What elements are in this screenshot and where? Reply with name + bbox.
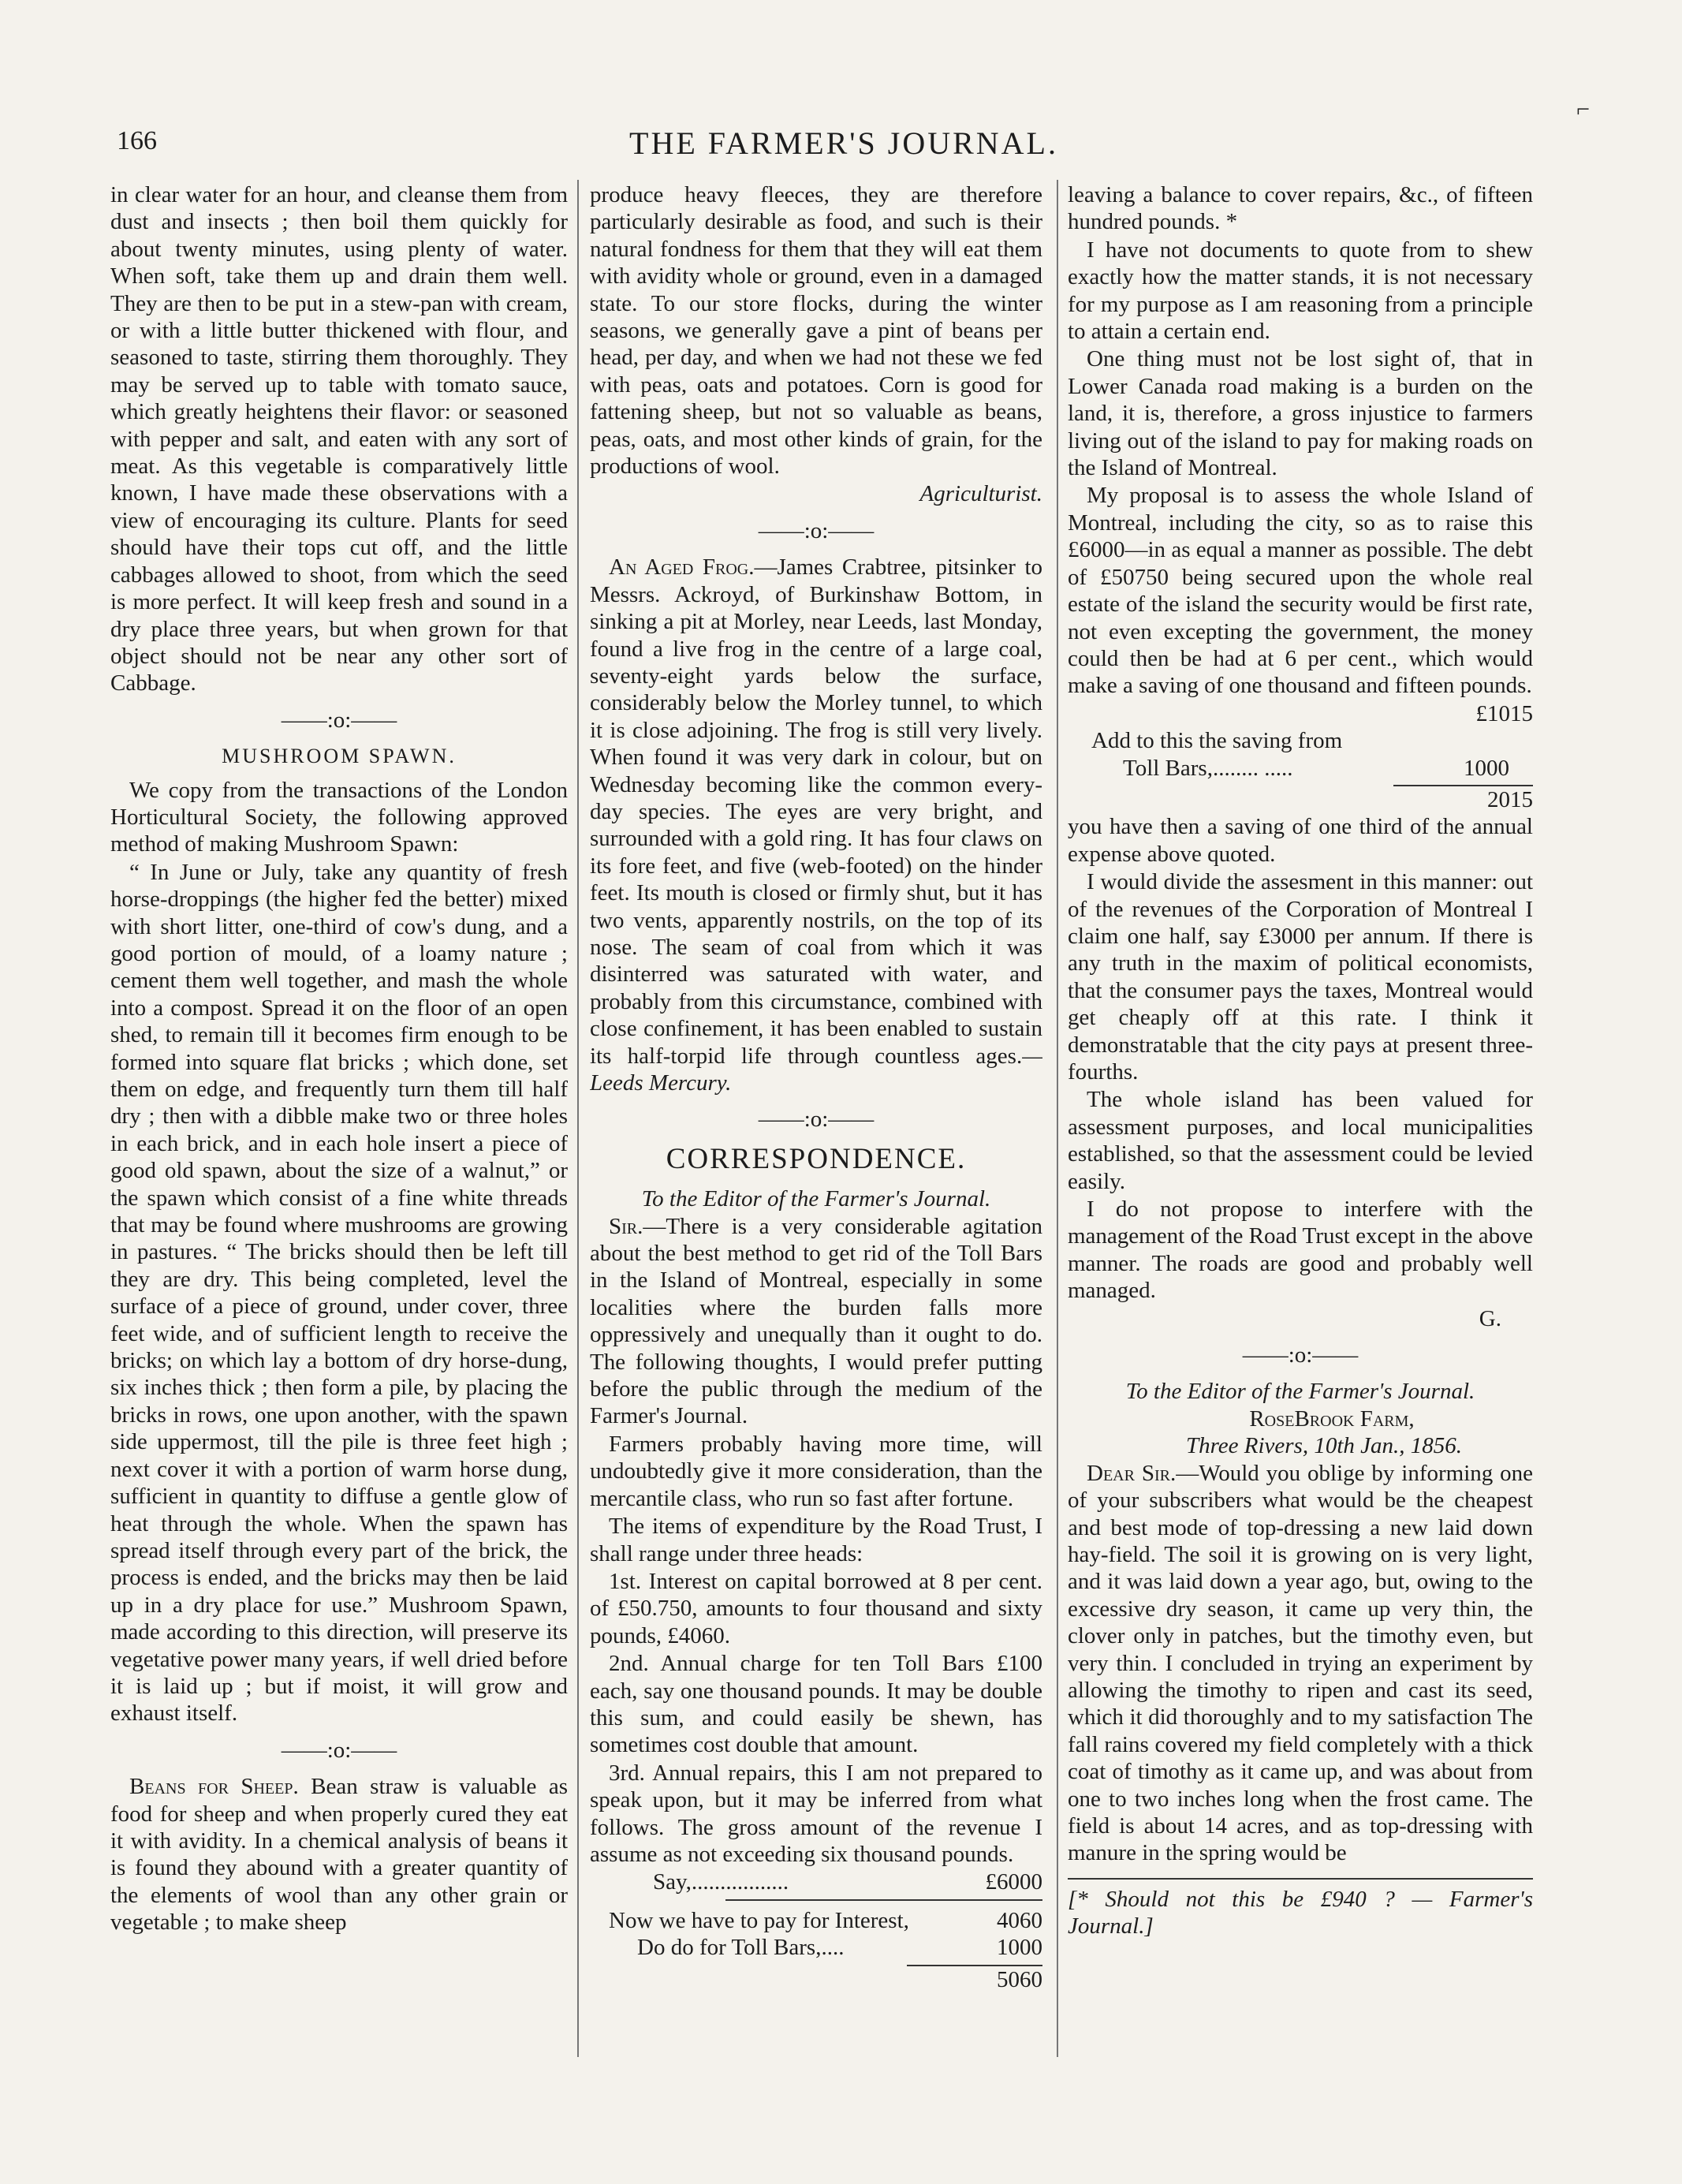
paragraph: 2nd. Annual charge for ten Toll Bars £100 each, say one thousand pounds. It may be double this sum, and could easily be shewn, has sometimes cost double that amount. bbox=[590, 1651, 1042, 1758]
paragraph: produce heavy fleeces, they are therefore particularly desirable as food, and such is their natural fondness for them that they will eat them with avidity whole or ground, even in a damaged state. To our store flocks, during the winter seasons, we generally gave a pint of beans per head, per day, and when we had not these we fed with peas, oats and potatoes. Corn is good for fattening sheep, but not so valuable as beans, peas, oats, and most other kinds of grain, for the productions of wool. bbox=[590, 182, 1042, 480]
figure-value: 1000 bbox=[1464, 755, 1509, 781]
page-header bbox=[110, 96, 1590, 167]
lead-in: An Aged Frog. bbox=[609, 554, 755, 581]
section-title: MUSHROOM SPAWN. bbox=[222, 745, 457, 768]
paragraph-body: —There is a very considerable agitation about the best method to get rid of the Toll Bars in the Island of Montreal, especially in some localities where the burden falls more oppressively and unequally than it ought to do. The following thoughts, I would prefer putting before the public through the medium of the Farmer's Journal. bbox=[590, 1213, 1042, 1429]
figure-value: £1015 bbox=[1475, 700, 1533, 726]
paragraph: Farmers probably having more time, will undoubtedly give it more consideration, than the mercantile class, who run so fast after fortune. bbox=[590, 1431, 1042, 1511]
figure-line bbox=[590, 1907, 1042, 1934]
running-head: THE FARMER'S JOURNAL. bbox=[629, 125, 1058, 161]
figure-value: £6000 bbox=[985, 1869, 1042, 1895]
paragraph: in clear water for an hour, and cleanse them from dust and insects ; then boil them quickly for about twenty minutes, using plenty of water. When soft, take them up and drain them well. They are then to be put in a stew-pan with cream, or with a little butter thickened with flour, and seasoned to taste, stirring them thoroughly. They may be served up to table with tomato sauce, which greatly heightens their flavor: or seasoned with pepper and salt, and eaten with any sort of meat. As this vegetable is comparatively little known, I have made these observations with a view of encouraging its culture. Plants for seed should have their tops cut off, and the little cabbages allowed to shoot, from which the seed is more perfect. It will keep fresh and sound in a dry place three years, but when grown for that object should not be near any other sort of Cabbage. bbox=[110, 182, 568, 696]
footnote: [* Should not this be £940 ? — Farmer's Journal.] bbox=[1068, 1886, 1533, 1939]
signature: Agriculturist. bbox=[919, 481, 1042, 507]
figure-label: Do do for Toll Bars,.... bbox=[637, 1935, 845, 1961]
paragraph-body: Bean straw is valuable as food for sheep and when properly cured they eat it with avidity. In a chemical analysis of beans it is found they abound with a greater quantity of the elements of wool than any other grain or vegetable ; to make sheep bbox=[110, 1774, 568, 1936]
lead-in: Beans for Sheep. bbox=[129, 1774, 299, 1800]
column-3 bbox=[1068, 181, 1533, 2161]
salutation: To the Editor of the Farmer's Journal. bbox=[1125, 1379, 1475, 1405]
page-number: 166 bbox=[117, 126, 157, 155]
column-rule-2 bbox=[1057, 180, 1058, 2057]
column-2 bbox=[590, 181, 1042, 2161]
separator: ——:o:—— bbox=[281, 707, 397, 733]
corner-mark: ⌐ bbox=[1576, 96, 1590, 122]
separator: ——:o:—— bbox=[281, 1737, 397, 1763]
paragraph: I do not propose to interfere with the management of the Road Trust except in the above manner. The roads are good and probably well managed. bbox=[1068, 1197, 1533, 1304]
figure-total: 2015 bbox=[1487, 786, 1533, 812]
figure-label: Say,................. bbox=[653, 1869, 789, 1895]
column-rule-1 bbox=[577, 180, 579, 2057]
footnote-rule bbox=[1068, 1878, 1533, 1880]
signature: —Leeds Mercury. bbox=[590, 1043, 1042, 1096]
paragraph: I have not documents to quote from to shew exactly how the matter stands, it is not necessary for my purpose as I am reasoning from a principle to attain a certain end. bbox=[1068, 237, 1533, 345]
column-1 bbox=[110, 181, 568, 2161]
figure-line bbox=[1068, 755, 1533, 782]
address-line: RoseBrook Farm, bbox=[1249, 1406, 1415, 1432]
paragraph bbox=[1068, 1460, 1533, 1867]
paragraph-body: —James Crabtree, pitsinker to Messrs. Ackroyd, of Burkinshaw Bottom, in sinking a pit at Morley, near Leeds, last Monday, found a live frog in the centre of a large coal, seventy-eight yards below the surface, considerably below the Morley tunnel, to which it is close adjoining. The frog is still very lively. When found it was very dark in colour, but on Wednesday becoming like the common every-day species. The eyes are very bright, and surrounded with a gold ring. It has four claws on its fore feet, and five (web-footed) on the hinder feet. Its mouth is closed or firmly shut, but it has two vents, apparently nostrils, on the top of its nose. The seam of coal from which it was disinterred was saturated with water, and probably from this circumstance, combined with close confinement, it has been enabled to sustain its half-torpid life through countless ages. bbox=[590, 554, 1042, 1069]
paragraph: The whole island has been valued for assessment purposes, and local municipalities established, so that the assessment could be levied easily. bbox=[1068, 1087, 1533, 1194]
paragraph bbox=[590, 554, 1042, 1096]
paragraph-body: —Would you oblige by informing one of your subscribers what would be the cheapest and best mode of top-dressing a new laid down hay-field. The soil it is growing on is very light, and it was laid down a year ago, but, owing to the excessive dry season, it came up very thin, the clover only in patches, but the timothy even, but very thin. I concluded in trying an experiment by allowing the timothy to ripen and cast its seed, which it did thoroughly and to my satisfaction The fall rains covered my field completely with a thick coat of timothy as it came up, and was about from one to two inches long when the frost came. The field is about 14 acres, and as top-dressing with manure in the spring would be bbox=[1068, 1460, 1533, 1866]
figure-value: 4060 bbox=[997, 1907, 1042, 1933]
paragraph: 1st. Interest on capital borrowed at 8 per cent. of £50.750, amounts to four thousand and sixty pounds, £4060. bbox=[590, 1568, 1042, 1648]
separator: ——:o:—— bbox=[758, 517, 875, 543]
paragraph: One thing must not be lost sight of, that in Lower Canada road making is a burden on the land, it is, therefore, a gross injustice to farmers living out of the island to pay for making roads on the Island of Montreal. bbox=[1068, 346, 1533, 481]
paragraph: I would divide the assesment in this manner: out of the revenues of the Corporation of Montreal I claim one half, say £3000 per annum. If there is any truth in the maxim of political economists, that the consumer pays the taxes, Montreal would get cheaply off at this rate. I think it demonstratable that the city pays at present three-fourths. bbox=[1068, 869, 1533, 1085]
address-line: Three Rivers, 10th Jan., 1856. bbox=[1185, 1433, 1463, 1459]
paragraph: “ In June or July, take any quantity of fresh horse-droppings (the higher fed the better) mixed with short litter, one-third of cow's dung, and a good portion of mould, of a loamy nature ; cement them well together, and mash the whole into a compost. Spread it on the floor of an open shed, to remain till it becomes firm enough to be formed into square flat bricks ; which done, set them on edge, and frequently turn them till half dry ; then with a dibble make two or three holes in each brick, and in each hole insert a piece of good old spawn, about the size of a walnut,” or the spawn which consist of a fine white threads that may be found where mushrooms are growing in pastures. “ The bricks should then be left till they are dry. This being completed, level the surface of a piece of ground, under cover, three feet wide, and of sufficient length to receive the bricks; on which lay a bottom of dry horse-dung, six inches thick ; then form a pile, by placing the bricks in rows, one upon another, with the spawn side uppermost, till the pile is three feet high ; next cover it with a portion of warm horse dung, sufficient in quantity to diffuse a gentle glow of heat through the whole. When the spawn has spread itself through every part of the brick, the process is ended, and the bricks may then be laid up in a dry place for use.” Mushroom Spawn, made according to this direction, will preserve its vegetative power many years, if well dried before it is laid up ; but if moist, it will grow and exhaust itself. bbox=[110, 859, 568, 1727]
figure-line bbox=[590, 1869, 1042, 1895]
paragraph: leaving a balance to cover repairs, &c., of fifteen hundred pounds. * bbox=[1068, 182, 1533, 235]
figure-value: 1000 bbox=[997, 1935, 1042, 1961]
separator: ——:o:—— bbox=[758, 1107, 875, 1133]
paragraph: The items of expenditure by the Road Trust, I shall range under three heads: bbox=[590, 1514, 1042, 1566]
separator: ——:o:—— bbox=[1242, 1342, 1359, 1368]
sum-rule bbox=[725, 1899, 1042, 1901]
figure-label: Add to this the saving from bbox=[1091, 728, 1343, 754]
paragraph: We copy from the transactions of the London Horticultural Society, the following approved method of making Mushroom Spawn: bbox=[110, 777, 568, 857]
figure-label: Now we have to pay for Interest, bbox=[609, 1907, 909, 1933]
paragraph bbox=[590, 1213, 1042, 1430]
paragraph: My proposal is to assess the whole Island of Montreal, including the city, so as to raise this £6000—in as equal a manner as possible. The debt of £50750 being secured upon the whole real estate of the island the security would be first rate, not even excepting the government, the money could then be had at 6 per cent., which would make a saving of one thousand and fifteen pounds. bbox=[1068, 483, 1533, 699]
figure-label: Toll Bars,........ ..... bbox=[1123, 755, 1293, 781]
signature: G. bbox=[1479, 1305, 1501, 1331]
figure-total: 5060 bbox=[997, 1966, 1042, 1992]
section-heading: CORRESPONDENCE. bbox=[666, 1142, 967, 1175]
lead-in: Sir. bbox=[609, 1213, 643, 1239]
paragraph bbox=[110, 1773, 568, 1936]
figure-line bbox=[590, 1934, 1042, 1961]
salutation: To the Editor of the Farmer's Journal. bbox=[641, 1186, 991, 1212]
paragraph: 3rd. Annual repairs, this I am not prepared to speak upon, but it may be inferred from what follows. The gross amount of the revenue I assume as not exceeding six thousand pounds. bbox=[590, 1760, 1042, 1867]
lead-in: Dear Sir. bbox=[1087, 1460, 1177, 1486]
paragraph: you have then a saving of one third of the annual expense above quoted. bbox=[1068, 814, 1533, 867]
